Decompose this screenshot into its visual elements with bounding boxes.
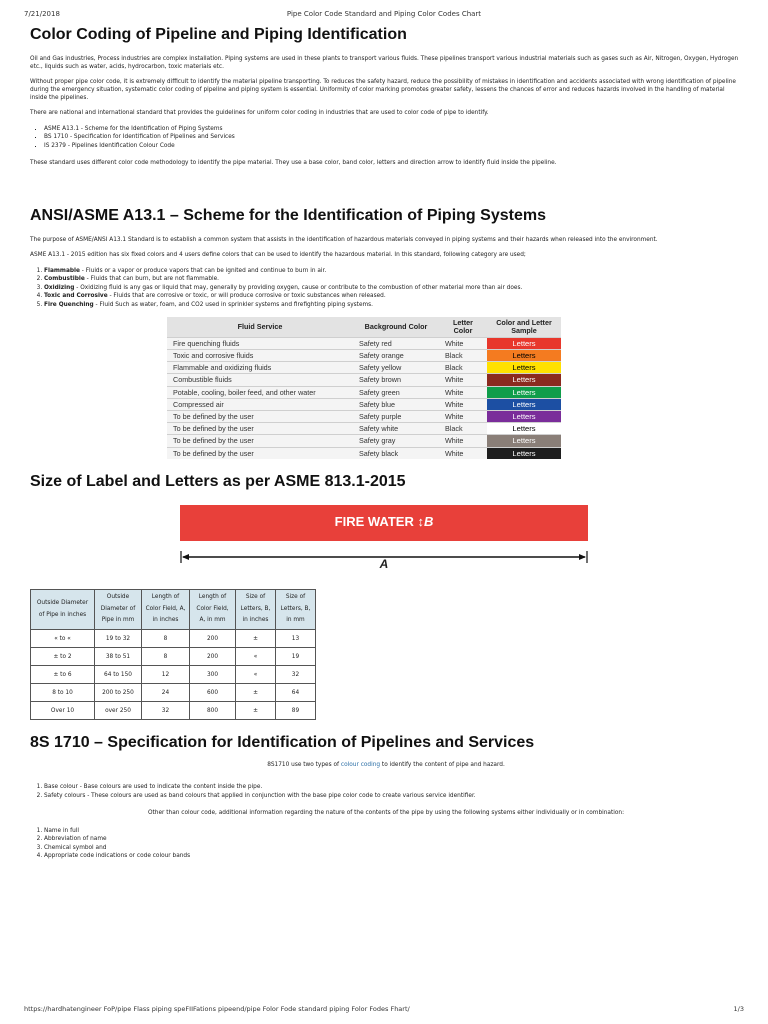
cell-letter-color: White (439, 398, 487, 410)
bs-types-list (30, 783, 742, 800)
size-heading: Size of Label and Letters as per ASME 813.1-2015 (30, 472, 406, 490)
cell-letters-mm: 32 (276, 666, 316, 684)
list-item (44, 301, 742, 309)
cell-od-mm: 200 to 250 (95, 684, 142, 702)
table-row (167, 435, 561, 447)
col-letters-mm: Size of Letters, B, in mm (276, 589, 316, 630)
page-content (30, 26, 742, 869)
cell-sample: Letters (487, 374, 561, 386)
table-row (167, 337, 561, 349)
table-row (167, 350, 561, 362)
category-desc: - Fluids that are corrosive or toxic, or will produce corrosive or toxic substances when released. (107, 293, 386, 300)
col-od-inches: Outside Diameter of Pipe in inches (31, 589, 95, 630)
cell-od-mm: 19 to 32 (95, 630, 142, 648)
col-letter-color: Letter Color (439, 317, 487, 337)
col-length-inches: Length of Color Field, A, in inches (142, 589, 190, 630)
category-list (30, 267, 742, 309)
cell-length-mm: 300 (190, 666, 236, 684)
cell-background-color: Safety brown (353, 374, 439, 386)
list-item: 3. Chemical symbol and (44, 844, 742, 852)
page-url: https://hardhatengineer FoP/pipe Flass piping speFIIFations pipeend/pipe Folor Fode standard piping Folor Fodes Fhart/ (24, 1005, 410, 1013)
cell-sample: Letters (487, 398, 561, 410)
cell-length-mm: 200 (190, 648, 236, 666)
category-term: Oxidizing (44, 284, 75, 291)
category-desc: - Fluid Such as water, foam, and CO2 used in sprinkler systems and firefighting piping systems. (93, 301, 374, 308)
intro-paragraph-2: Without proper pipe color code, it is extremely difficult to identify the material pipeline transporting. To reduces the safety hazard, reduce the possibility of mistakes in identification and accidents associated with wrong identification of pipeline during the emergency situation, systematic color coding of pipeline and piping system is essential. Uniformity of color marking promotes greater safety, lessens the chances of error and reduces hazards involved in the handling of material inside the pipelines. (30, 78, 736, 101)
cell-background-color: Safety orange (353, 350, 439, 362)
cell-letters-mm: 13 (276, 630, 316, 648)
cell-sample: Letters (487, 410, 561, 422)
cell-letters-mm: 89 (276, 702, 316, 720)
list-item: 2. Safety colours - These colours are used as band colours that applied in conjunction with the base pipe color code to create various service identifier. (44, 792, 742, 800)
cell-od-inches: ± to 6 (31, 666, 95, 684)
list-item (44, 284, 742, 292)
col-od-mm: Outside Diameter of Pipe in mm (95, 589, 142, 630)
bs-paragraph-2: Other than colour code, additional information regarding the nature of the contents of the pipe by using the following systems either individually or in combination: (147, 810, 625, 817)
list-item: 1. Name in full (44, 827, 742, 835)
label-dim-b: B (423, 513, 434, 529)
cell-sample: Letters (487, 362, 561, 374)
cell-fluid-service: Toxic and corrosive fluids (167, 350, 353, 362)
cell-od-mm: 64 to 150 (95, 666, 142, 684)
table-row (167, 362, 561, 374)
bs-paragraph-1 (30, 762, 742, 770)
cell-letters-inches: ± (236, 702, 276, 720)
category-term: Toxic and Corrosive (44, 293, 108, 300)
cell-letters-mm: 19 (276, 648, 316, 666)
cell-letter-color: White (439, 447, 487, 459)
cell-letter-color: White (439, 435, 487, 447)
asme-heading: ANSI/ASME A13.1 – Scheme for the Identification of Piping Systems (30, 207, 546, 225)
label-diagram (180, 505, 588, 575)
page-title: Color Coding of Pipeline and Piping Identification (30, 26, 407, 43)
cell-background-color: Safety black (353, 447, 439, 459)
cell-od-mm: over 250 (95, 702, 142, 720)
intro-paragraph-4: These standard uses different color code methodology to identify the pipe material. They use a base color, band color, letters and direction arrow to identify fluid inside the pipeline. (30, 160, 557, 167)
list-item: 1. Base colour - Base colours are used to indicate the content inside the pipe. (44, 783, 742, 791)
table-row (31, 702, 316, 720)
table-row (31, 684, 316, 702)
list-item: ▪ IS 2379 - Pipelines Identification Colour Code (44, 142, 742, 150)
cell-od-inches: ± to 2 (31, 648, 95, 666)
category-desc: - Oxidizing fluid is any gas or liquid that may, generally by providing oxygen, cause or contribute to the combustion of other material more than air does. (74, 284, 523, 291)
cell-fluid-service: To be defined by the user (167, 423, 353, 435)
table-row (167, 423, 561, 435)
colour-coding-link[interactable]: colour coding (340, 762, 381, 769)
color-table-body (167, 337, 561, 458)
table-row (167, 398, 561, 410)
col-length-mm: Length of Color Field, A, in mm (190, 589, 236, 630)
cell-background-color: Safety purple (353, 410, 439, 422)
size-table-body (31, 630, 316, 720)
cell-fluid-service: Fire quenching fluids (167, 337, 353, 349)
cell-length-inches: 8 (142, 630, 190, 648)
cell-od-mm: 38 to 51 (95, 648, 142, 666)
table-row (167, 410, 561, 422)
category-term: Fire Quenching (44, 301, 94, 308)
cell-length-mm: 600 (190, 684, 236, 702)
cell-letters-inches: ± (236, 684, 276, 702)
category-desc: - Fluids or a vapor or produce vapors that can be ignited and continue to burn in air. (79, 268, 327, 275)
cell-sample: Letters (487, 350, 561, 362)
list-item: 2. Abbreviation of name (44, 835, 742, 843)
cell-sample: Letters (487, 435, 561, 447)
cell-letter-color: White (439, 337, 487, 349)
category-desc: - Fluids that can burn, but are not flammable. (84, 276, 220, 283)
list-item: 4. Appropriate code indications or code colour bands (44, 852, 742, 860)
cell-letters-inches: « (236, 666, 276, 684)
print-title: Pipe Color Code Standard and Piping Color Codes Chart (286, 10, 482, 18)
cell-length-inches: 24 (142, 684, 190, 702)
list-item: ▪ BS 1710 - Specification for Identification of Pipelines and Services (44, 133, 742, 141)
table-row (31, 666, 316, 684)
cell-od-inches: « to « (31, 630, 95, 648)
col-sample: Color and Letter Sample (487, 317, 561, 337)
cell-background-color: Safety green (353, 386, 439, 398)
cell-length-inches: 12 (142, 666, 190, 684)
cell-fluid-service: Compressed air (167, 398, 353, 410)
col-background-color: Background Color (353, 317, 439, 337)
asme-paragraph-1: The purpose of ASME/ANSI A13.1 Standard is to establish a common system that assists in the identification of hazardous materials conveyed in piping systems and their hazards when released into the environment. (30, 237, 658, 244)
cell-sample: Letters (487, 386, 561, 398)
cell-length-inches: 32 (142, 702, 190, 720)
bs-heading: 8S 1710 – Specification for Identification of Pipelines and Services (30, 734, 535, 752)
cell-sample: Letters (487, 447, 561, 459)
table-row (31, 648, 316, 666)
cell-background-color: Safety gray (353, 435, 439, 447)
cell-letter-color: Black (439, 423, 487, 435)
cell-letters-mm: 64 (276, 684, 316, 702)
cell-letter-color: White (439, 410, 487, 422)
color-code-table (167, 317, 561, 459)
list-item (44, 275, 742, 283)
page-number: 1/3 (733, 1005, 744, 1013)
bs-p1-pre: 8S1710 use two types of (267, 762, 341, 769)
cell-letters-inches: « (236, 648, 276, 666)
table-row (167, 386, 561, 398)
table-header-row (31, 589, 316, 630)
cell-length-mm: 800 (190, 702, 236, 720)
category-term: Flammable (44, 268, 80, 275)
cell-background-color: Safety red (353, 337, 439, 349)
size-table (30, 589, 316, 721)
print-header (0, 10, 768, 22)
cell-od-inches: 8 to 10 (31, 684, 95, 702)
label-fluid-name: FIRE WATER (334, 513, 414, 529)
table-row (167, 374, 561, 386)
cell-letter-color: White (439, 374, 487, 386)
cell-fluid-service: To be defined by the user (167, 410, 353, 422)
cell-letters-inches: ± (236, 630, 276, 648)
list-item: ▪ ASME A13.1 - Scheme for the Identification of Piping Systems (44, 125, 742, 133)
cell-background-color: Safety white (353, 423, 439, 435)
bs-systems-list (30, 827, 742, 861)
asme-paragraph-2: ASME A13.1 - 2015 edition has six fixed colors and 4 users define colors that can be used to identify the hazardous material. In this standard, following category are used; (30, 252, 526, 259)
col-fluid-service: Fluid Service (167, 317, 353, 337)
label-dim-a: A (379, 556, 389, 571)
letter-height-arrow-icon: ↕ (417, 513, 424, 529)
table-row (167, 447, 561, 459)
col-letters-inches: Size of Letters, B, in inches (236, 589, 276, 630)
cell-fluid-service: Flammable and oxidizing fluids (167, 362, 353, 374)
cell-background-color: Safety yellow (353, 362, 439, 374)
cell-background-color: Safety blue (353, 398, 439, 410)
print-date: 7/21/2018 (24, 10, 60, 18)
category-term: Combustible (44, 276, 85, 283)
label-text (180, 514, 588, 529)
intro-paragraph-3: There are national and international standard that provides the guidelines for uniform color coding in industries that are used to color code of pipe to identify. (30, 109, 489, 116)
standards-list (30, 125, 742, 150)
table-row (31, 630, 316, 648)
list-item (44, 292, 742, 300)
cell-fluid-service: To be defined by the user (167, 435, 353, 447)
cell-fluid-service: Potable, cooling, boiler feed, and other water (167, 386, 353, 398)
cell-length-inches: 8 (142, 648, 190, 666)
cell-letter-color: White (439, 386, 487, 398)
cell-fluid-service: Combustible fluids (167, 374, 353, 386)
cell-fluid-service: To be defined by the user (167, 447, 353, 459)
cell-sample: Letters (487, 337, 561, 349)
list-item (44, 267, 742, 275)
intro-paragraph-1: Oil and Gas industries, Process industries are complex installation. Piping systems are used in these plants to transport various fluids. These pipelines transport various industrial materials such as gases such as Air, Nitrogen, Oxygen, Hydrogen etc., liquids such as water, acids, hydrocarbon, toxic materials etc. (30, 56, 739, 70)
table-header-row (167, 317, 561, 337)
cell-od-inches: Over 10 (31, 702, 95, 720)
bs-p1-post: to identify the content of pipe and hazard. (380, 762, 505, 769)
cell-letter-color: Black (439, 350, 487, 362)
cell-letter-color: Black (439, 362, 487, 374)
cell-length-mm: 200 (190, 630, 236, 648)
cell-sample: Letters (487, 423, 561, 435)
